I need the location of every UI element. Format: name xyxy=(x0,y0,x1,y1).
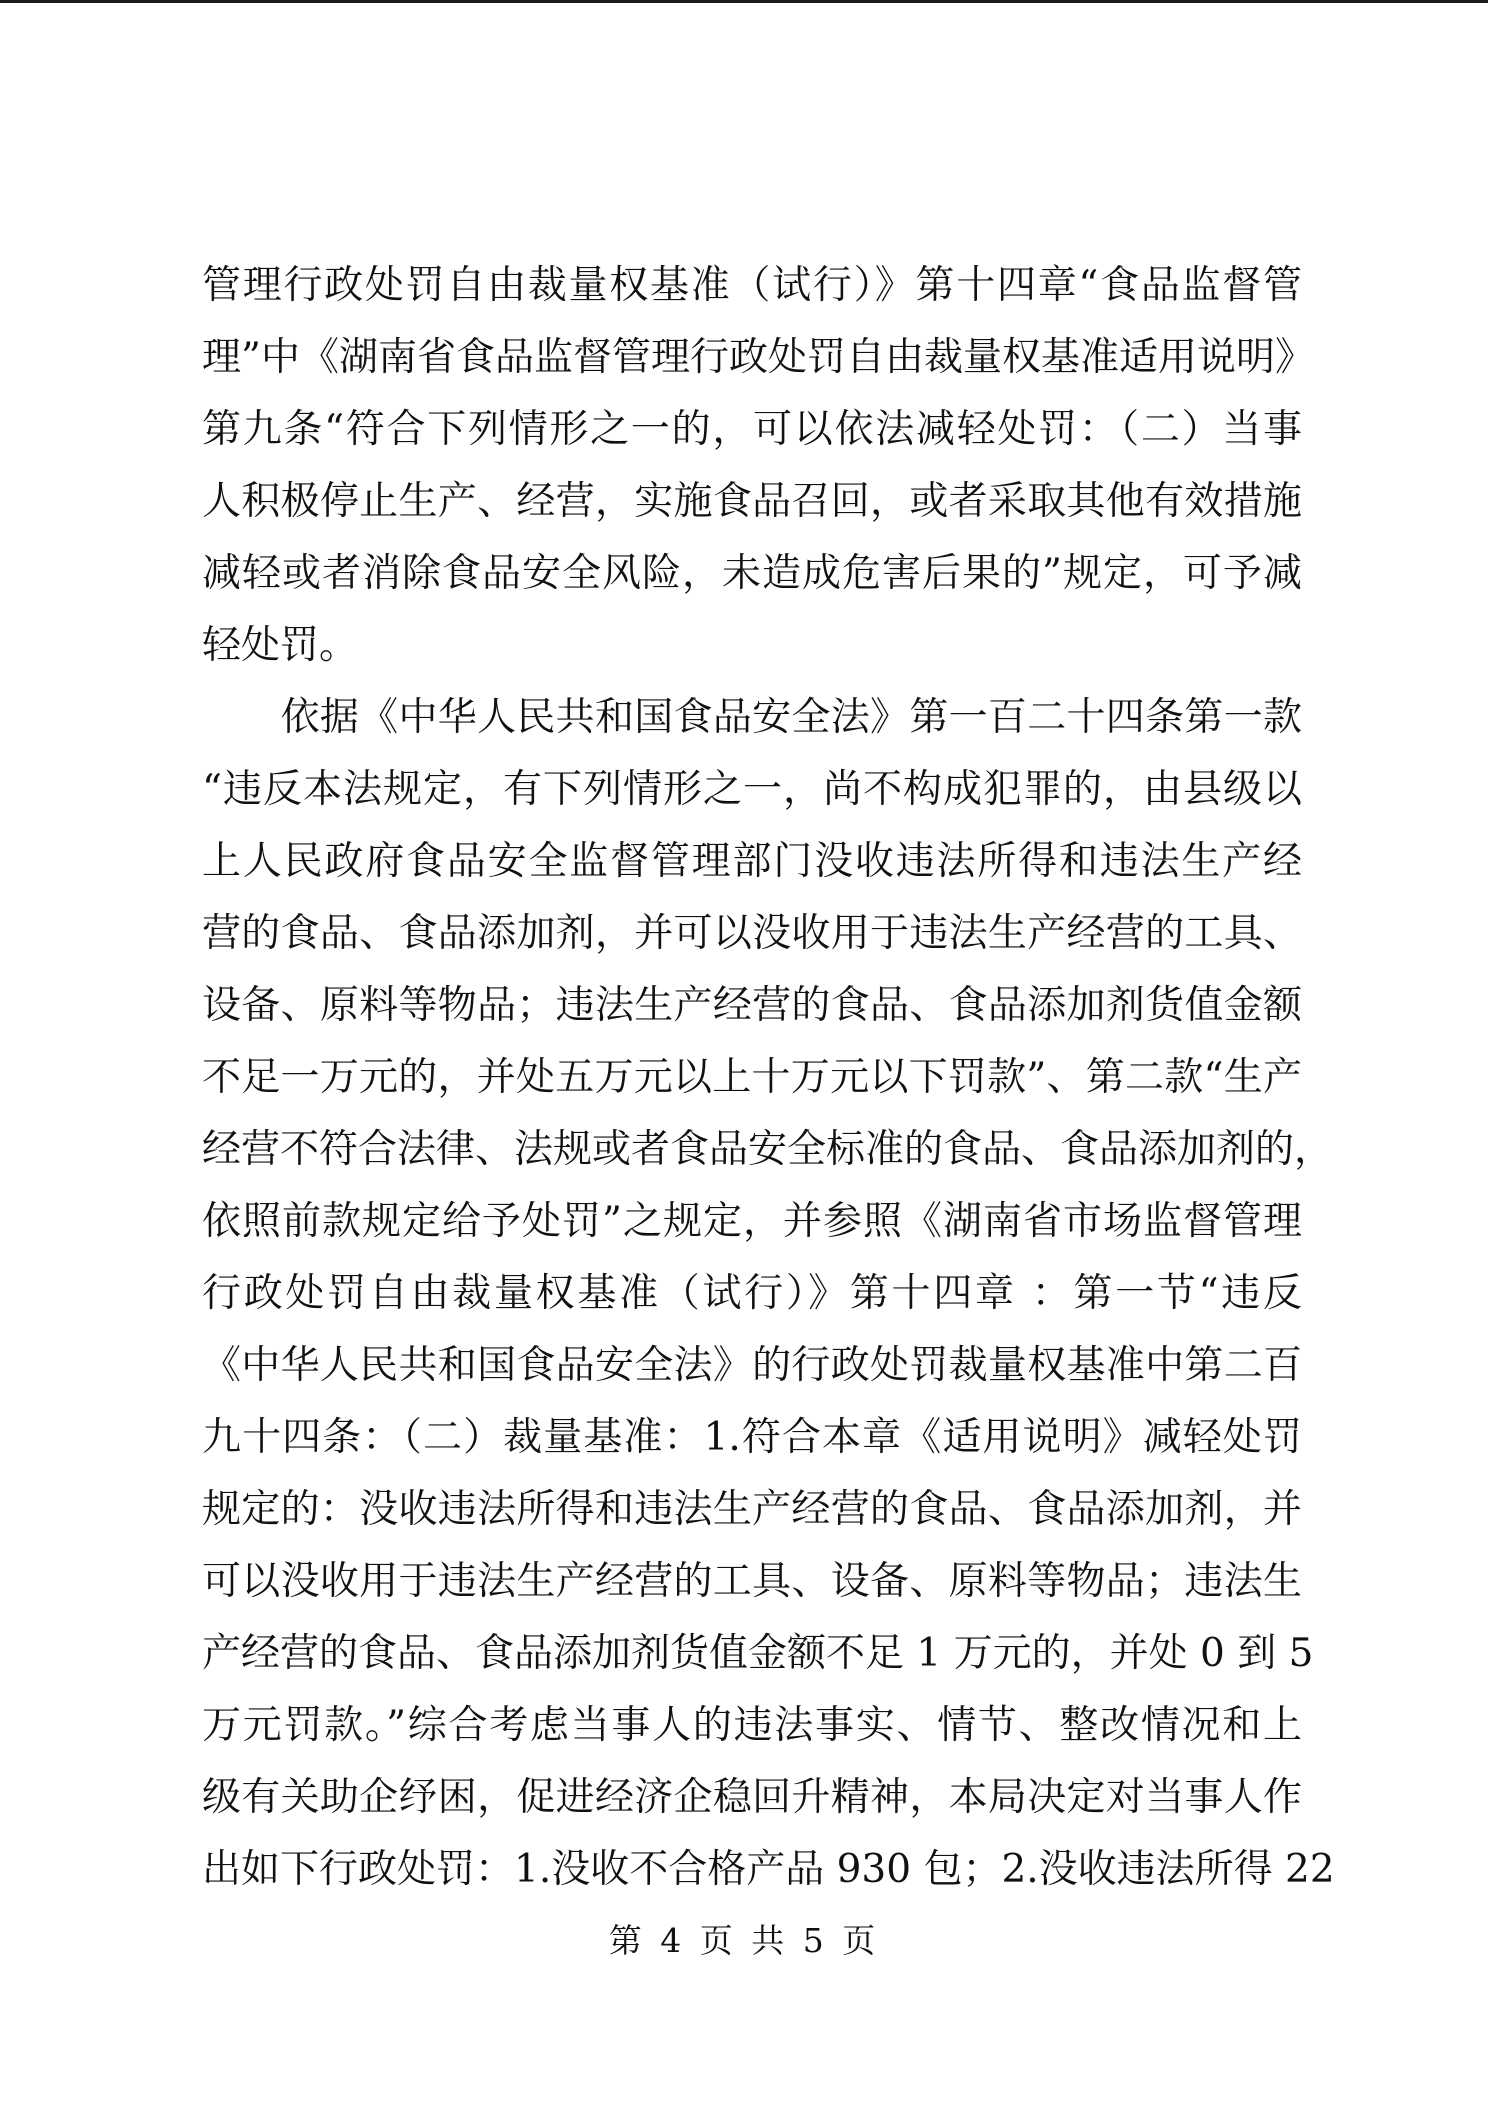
text-line: 可以没收用于违法生产经营的工具、设备、原料等物品；违法生 xyxy=(202,1559,1302,1604)
text-line: 行政处罚自由裁量权基准（试行）》第十四章 ：第一节“违反 xyxy=(202,1271,1302,1316)
text-line: 级有关助企纾困，促进经济企稳回升精神，本局决定对当事人作 xyxy=(202,1775,1302,1820)
text-line: 营的食品、食品添加剂，并可以没收用于违法生产经营的工具、 xyxy=(202,911,1302,956)
text-line: 出如下行政处罚：1.没收不合格产品 930 包；2.没收违法所得 22 xyxy=(202,1847,1335,1892)
text-line: 不足一万元的，并处五万元以上十万元以下罚款”、第二款“生产 xyxy=(202,1055,1302,1100)
page-number-footer: 第 4 页 共 5 页 xyxy=(608,1921,880,1960)
text-line: “违反本法规定，有下列情形之一，尚不构成犯罪的，由县级以 xyxy=(202,767,1302,812)
text-line: 管理行政处罚自由裁量权基准（试行）》第十四章“食品监督管 xyxy=(202,263,1302,308)
text-line: 理”中《湖南省食品监督管理行政处罚自由裁量权基准适用说明》 xyxy=(202,335,1314,380)
top-border-line xyxy=(0,0,1488,3)
text-line: 依照前款规定给予处罚”之规定，并参照《湖南省市场监督管理 xyxy=(202,1199,1302,1244)
text-line: 经营不符合法律、法规或者食品安全标准的食品、食品添加剂的， xyxy=(202,1127,1334,1172)
paragraph-start-line: 依据《中华人民共和国食品安全法》第一百二十四条第一款 xyxy=(202,695,1302,740)
text-line: 减轻或者消除食品安全风险，未造成危害后果的”规定，可予减 xyxy=(202,551,1302,596)
text-line: 设备、原料等物品；违法生产经营的食品、食品添加剂货值金额 xyxy=(202,983,1302,1028)
text-line: 轻处罚。 xyxy=(202,623,359,668)
text-line: 人积极停止生产、经营，实施食品召回，或者采取其他有效措施 xyxy=(202,479,1302,524)
text-line: 上人民政府食品安全监督管理部门没收违法所得和违法生产经 xyxy=(202,839,1302,884)
text-line: 万元罚款。”综合考虑当事人的违法事实、情节、整改情况和上 xyxy=(202,1703,1302,1748)
text-line: 产经营的食品、食品添加剂货值金额不足 1 万元的，并处 0 到 5 xyxy=(202,1631,1314,1676)
text-line: 九十四条：（二）裁量基准：1.符合本章《适用说明》减轻处罚 xyxy=(202,1415,1302,1460)
text-line: 第九条“符合下列情形之一的，可以依法减轻处罚：（二）当事 xyxy=(202,407,1302,452)
text-line: 规定的：没收违法所得和违法生产经营的食品、食品添加剂，并 xyxy=(202,1487,1302,1532)
document-body xyxy=(202,250,1335,1906)
text-line: 《中华人民共和国食品安全法》的行政处罚裁量权基准中第二百 xyxy=(202,1343,1302,1388)
